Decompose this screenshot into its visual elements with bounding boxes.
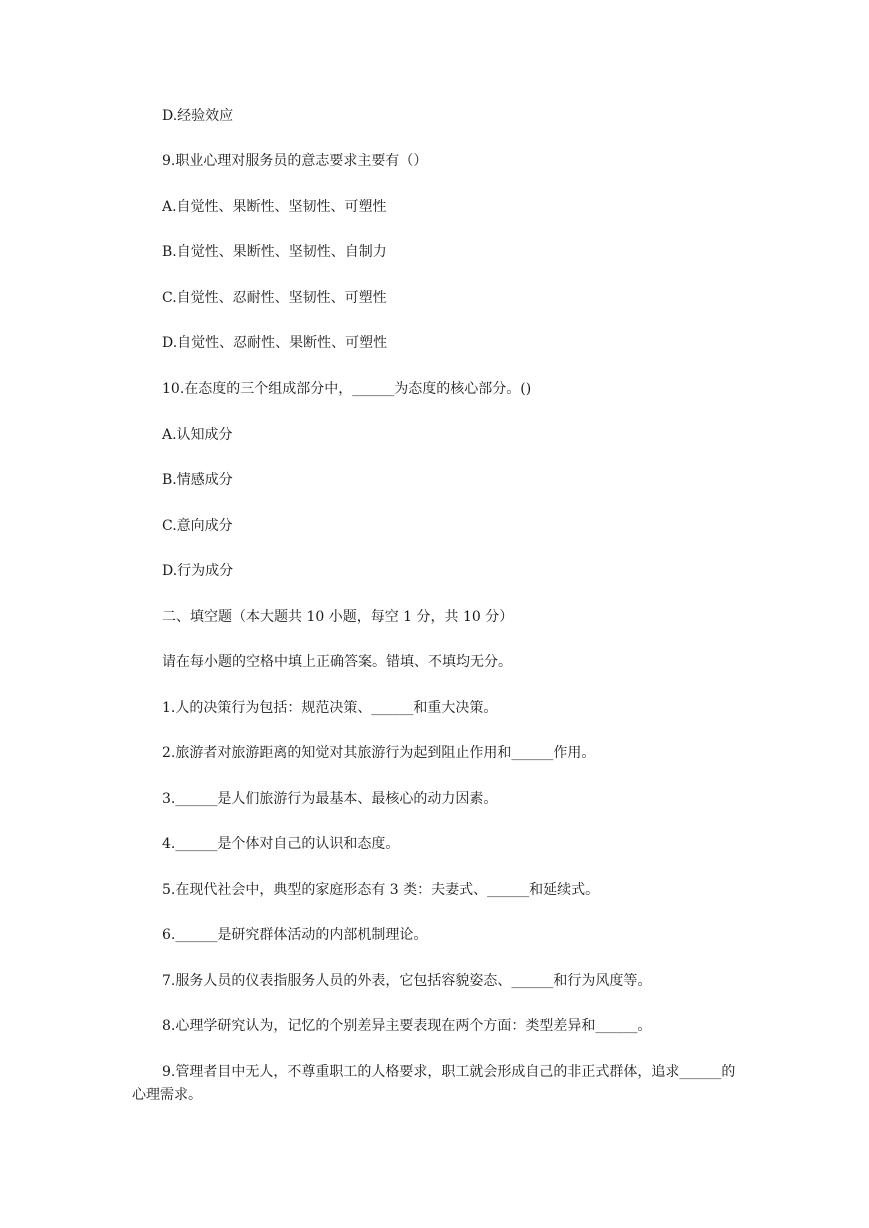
option-10c: C.意向成分 xyxy=(162,518,233,534)
section-heading: 二、填空题（本大题共 10 小题，每空 1 分，共 10 分） xyxy=(162,609,514,625)
fill-question-7: 7.服务人员的仪表指服务人员的外表，它包括容貌姿态、______和行为风度等。 xyxy=(162,973,652,989)
option-9d: D.自觉性、忍耐性、果断性、可塑性 xyxy=(162,335,388,351)
question-9: 9.职业心理对服务员的意志要求主要有（） xyxy=(162,153,428,169)
fill-question-4: 4.______是个体对自己的认识和态度。 xyxy=(162,836,400,852)
option-9a: A.自觉性、果断性、坚韧性、可塑性 xyxy=(162,199,387,215)
fill-question-8: 8.心理学研究认为，记忆的个别差异主要表现在两个方面：类型差异和______。 xyxy=(162,1018,652,1034)
section-instructions: 请在每小题的空格中填上正确答案。错填、不填均无分。 xyxy=(162,654,512,670)
option-10a: A.认知成分 xyxy=(162,427,233,443)
fill-question-3: 3.______是人们旅游行为最基本、最核心的动力因素。 xyxy=(162,791,498,807)
fill-question-5: 5.在现代社会中，典型的家庭形态有 3 类：夫妻式、______和延续式。 xyxy=(162,882,600,898)
question-10: 10.在态度的三个组成部分中，______为态度的核心部分。() xyxy=(162,381,532,397)
option-10d: D.行为成分 xyxy=(162,563,234,579)
fill-question-6: 6.______是研究群体活动的内部机制理论。 xyxy=(162,927,428,943)
fill-question-9: 9.管理者目中无人，不尊重职工的人格要求，职工就会形成自己的非正式群体，追求______的心理需求。 xyxy=(132,1064,736,1103)
option-9b: B.自觉性、果断性、坚韧性、自制力 xyxy=(162,244,387,260)
fill-question-2: 2.旅游者对旅游距离的知觉对其旅游行为起到阻止作用和______作用。 xyxy=(162,745,596,761)
fill-question-1: 1.人的决策行为包括：规范决策、______和重大决策。 xyxy=(162,700,498,716)
option-9c: C.自觉性、忍耐性、坚韧性、可塑性 xyxy=(162,290,387,306)
option-8d: D.经验效应 xyxy=(162,108,234,124)
option-10b: B.情感成分 xyxy=(162,472,233,488)
